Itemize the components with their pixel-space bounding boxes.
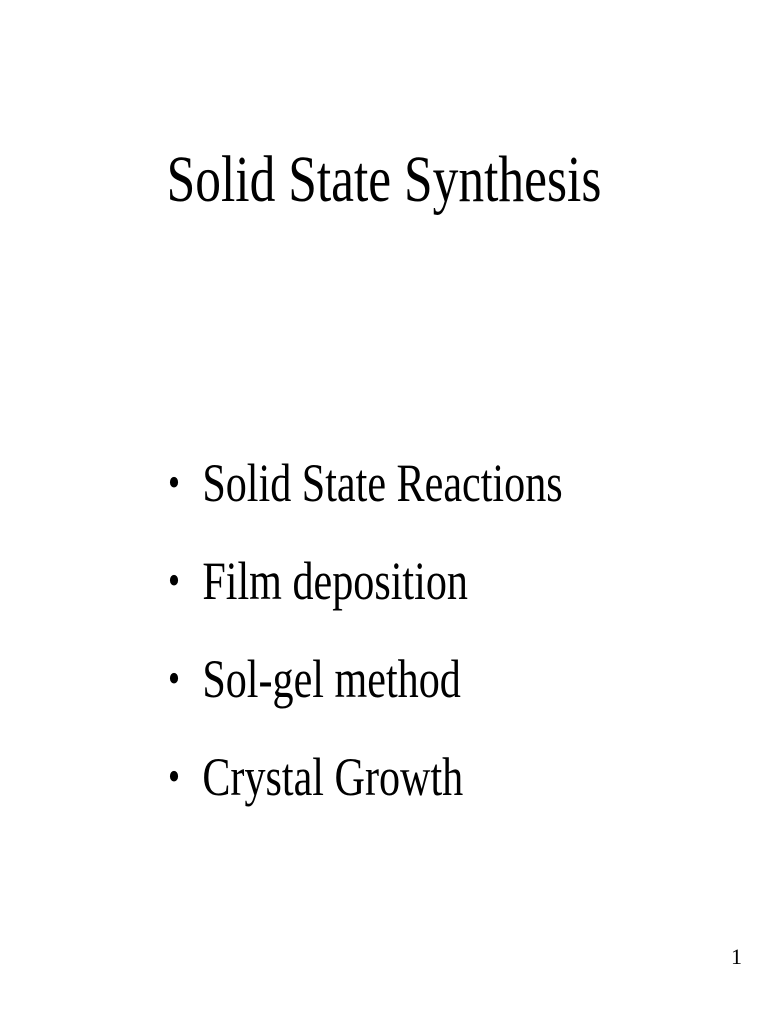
bullet-icon: •	[168, 458, 181, 507]
bullet-icon: •	[168, 654, 181, 703]
bullet-text: Film deposition	[202, 551, 468, 611]
list-item	[168, 728, 563, 826]
page-number: 1	[731, 944, 742, 969]
bullet-icon: •	[168, 556, 181, 605]
bullet-text: Crystal Growth	[202, 747, 464, 807]
list-item	[168, 630, 563, 728]
bullet-list	[168, 434, 563, 826]
bullet-text: Sol-gel method	[202, 649, 461, 709]
list-item	[168, 434, 563, 532]
bullet-icon: •	[168, 752, 181, 801]
bullet-text: Solid State Reactions	[202, 453, 563, 513]
list-item	[168, 532, 563, 630]
slide-title: Solid State Synthesis	[166, 143, 602, 216]
